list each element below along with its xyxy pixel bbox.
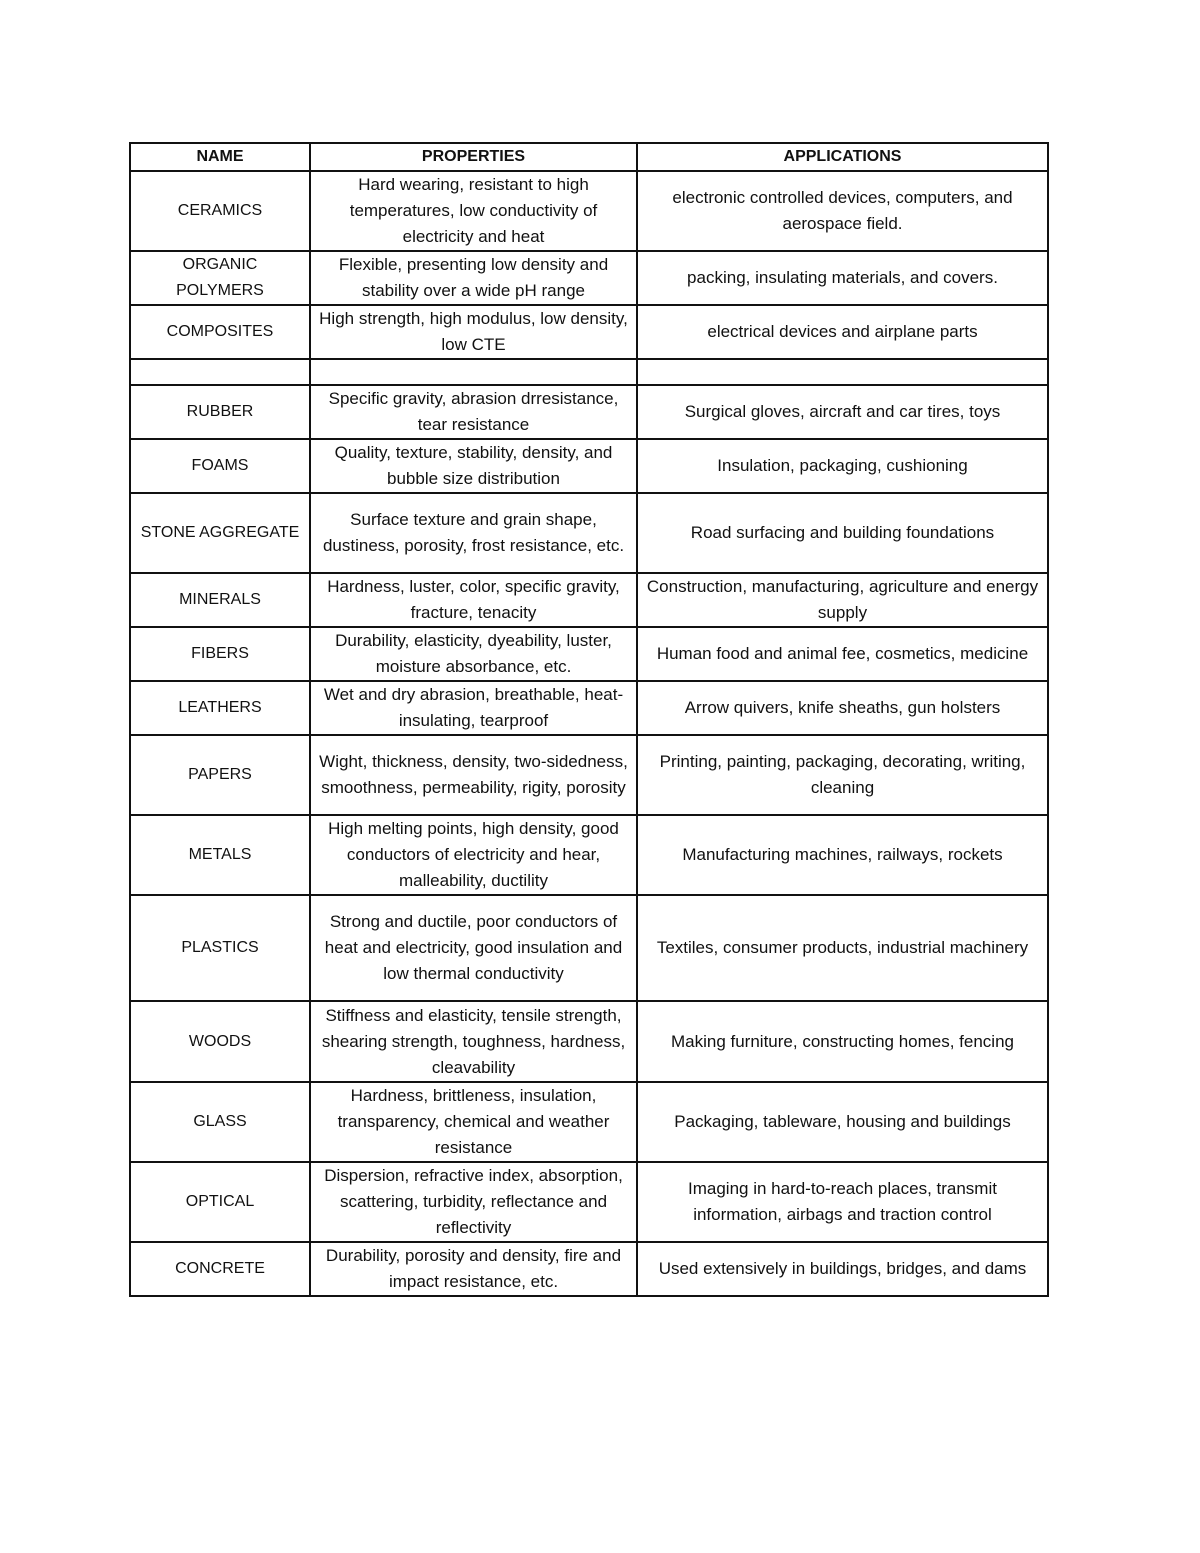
- cell-properties: Hard wearing, resistant to high temperatures, low conductivity of electricity and heat: [310, 171, 637, 251]
- table-row: [130, 895, 1048, 1001]
- cell-name: MINERALS: [130, 573, 310, 627]
- cell-applications: Road surfacing and building foundations: [637, 493, 1048, 573]
- cell-applications: Imaging in hard-to-reach places, transmit information, airbags and traction control: [637, 1162, 1048, 1242]
- table-row: [130, 171, 1048, 251]
- cell-applications: electrical devices and airplane parts: [637, 305, 1048, 359]
- cell-name: FIBERS: [130, 627, 310, 681]
- cell-applications: Making furniture, constructing homes, fencing: [637, 1001, 1048, 1082]
- table-row: [130, 251, 1048, 305]
- table-row: [130, 627, 1048, 681]
- cell-properties: Specific gravity, abrasion drresistance, tear resistance: [310, 385, 637, 439]
- cell-applications: Insulation, packaging, cushioning: [637, 439, 1048, 493]
- table-row: [130, 1162, 1048, 1242]
- cell-name: ORGANIC POLYMERS: [130, 251, 310, 305]
- table-row: [130, 305, 1048, 359]
- cell-name: PAPERS: [130, 735, 310, 815]
- table-row: [130, 815, 1048, 895]
- cell-applications: Printing, painting, packaging, decorating, writing, cleaning: [637, 735, 1048, 815]
- cell-name: WOODS: [130, 1001, 310, 1082]
- cell-properties: Stiffness and elasticity, tensile strength, shearing strength, toughness, hardness, cleavability: [310, 1001, 637, 1082]
- table-row: [130, 493, 1048, 573]
- materials-table: [129, 142, 1049, 1297]
- cell-name: RUBBER: [130, 385, 310, 439]
- cell-applications: Textiles, consumer products, industrial machinery: [637, 895, 1048, 1001]
- header-properties: PROPERTIES: [310, 143, 637, 171]
- cell-applications: Used extensively in buildings, bridges, and dams: [637, 1242, 1048, 1296]
- table-row: [130, 1242, 1048, 1296]
- cell-name: OPTICAL: [130, 1162, 310, 1242]
- cell-properties: Hardness, luster, color, specific gravity, fracture, tenacity: [310, 573, 637, 627]
- cell-applications: Construction, manufacturing, agriculture and energy supply: [637, 573, 1048, 627]
- cell-name: STONE AGGREGATE: [130, 493, 310, 573]
- cell-applications: Surgical gloves, aircraft and car tires, toys: [637, 385, 1048, 439]
- table-row: [130, 1082, 1048, 1162]
- cell-name: PLASTICS: [130, 895, 310, 1001]
- cell-properties: Durability, elasticity, dyeability, luster, moisture absorbance, etc.: [310, 627, 637, 681]
- cell-properties: [310, 359, 637, 385]
- cell-name: [130, 359, 310, 385]
- table-row: [130, 359, 1048, 385]
- table-row: [130, 1001, 1048, 1082]
- cell-properties: High strength, high modulus, low density, low CTE: [310, 305, 637, 359]
- cell-properties: Surface texture and grain shape, dustiness, porosity, frost resistance, etc.: [310, 493, 637, 573]
- cell-applications: electronic controlled devices, computers, and aerospace field.: [637, 171, 1048, 251]
- header-applications: APPLICATIONS: [637, 143, 1048, 171]
- cell-properties: High melting points, high density, good conductors of electricity and hear, malleability, ductility: [310, 815, 637, 895]
- cell-properties: Wight, thickness, density, two-sidedness, smoothness, permeability, rigity, porosity: [310, 735, 637, 815]
- cell-name: FOAMS: [130, 439, 310, 493]
- header-name: NAME: [130, 143, 310, 171]
- table-row: [130, 735, 1048, 815]
- table-header-row: [130, 143, 1048, 171]
- cell-applications: [637, 359, 1048, 385]
- cell-properties: Durability, porosity and density, fire and impact resistance, etc.: [310, 1242, 637, 1296]
- cell-properties: Quality, texture, stability, density, and bubble size distribution: [310, 439, 637, 493]
- table-row: [130, 439, 1048, 493]
- table-row: [130, 385, 1048, 439]
- cell-properties: Wet and dry abrasion, breathable, heat-insulating, tearproof: [310, 681, 637, 735]
- table-row: [130, 573, 1048, 627]
- cell-applications: packing, insulating materials, and covers.: [637, 251, 1048, 305]
- cell-properties: Hardness, brittleness, insulation, transparency, chemical and weather resistance: [310, 1082, 637, 1162]
- cell-name: CERAMICS: [130, 171, 310, 251]
- cell-properties: Dispersion, refractive index, absorption, scattering, turbidity, reflectance and reflectivity: [310, 1162, 637, 1242]
- cell-name: METALS: [130, 815, 310, 895]
- table-row: [130, 681, 1048, 735]
- cell-applications: Manufacturing machines, railways, rockets: [637, 815, 1048, 895]
- table-body: [130, 171, 1048, 1296]
- cell-applications: Arrow quivers, knife sheaths, gun holsters: [637, 681, 1048, 735]
- cell-name: LEATHERS: [130, 681, 310, 735]
- cell-applications: Human food and animal fee, cosmetics, medicine: [637, 627, 1048, 681]
- cell-properties: Flexible, presenting low density and stability over a wide pH range: [310, 251, 637, 305]
- cell-name: GLASS: [130, 1082, 310, 1162]
- cell-name: COMPOSITES: [130, 305, 310, 359]
- cell-properties: Strong and ductile, poor conductors of heat and electricity, good insulation and low thermal conductivity: [310, 895, 637, 1001]
- cell-name: CONCRETE: [130, 1242, 310, 1296]
- cell-applications: Packaging, tableware, housing and buildings: [637, 1082, 1048, 1162]
